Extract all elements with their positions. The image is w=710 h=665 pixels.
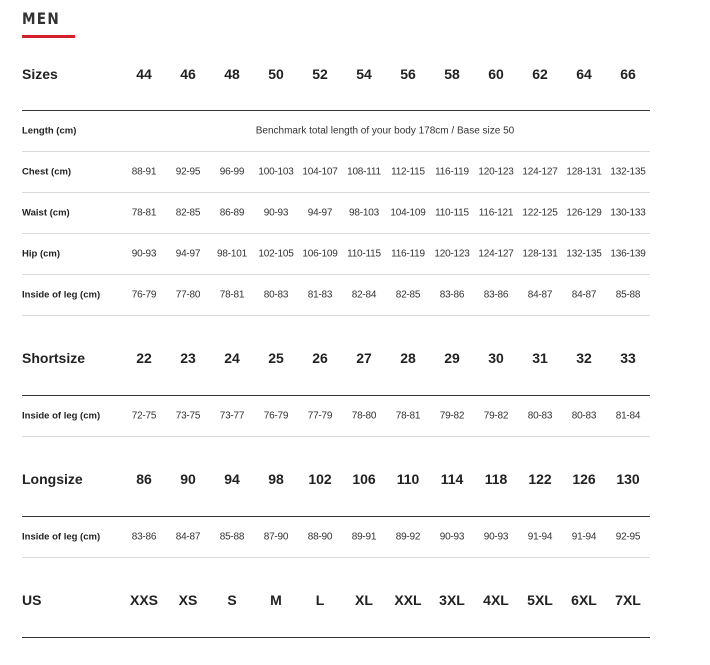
inside-leg-row-cell: 81-83 [307, 289, 333, 301]
chest-row-cell: 128-131 [566, 166, 602, 178]
hip-row-cell: 94-97 [175, 248, 201, 260]
us-row-cell: XL [355, 592, 373, 608]
waist-row-cell: 82-85 [175, 207, 201, 219]
waist-row-cell: 78-81 [131, 207, 157, 219]
longsize-row-cell: 86 [136, 471, 152, 487]
longsize-row-cell: 114 [440, 471, 464, 487]
section-title: MEN [22, 9, 61, 28]
waist-row-cell: 126-129 [566, 207, 602, 219]
row-divider [22, 233, 650, 234]
chest-row-cell: 116-119 [435, 166, 469, 178]
row-divider [22, 315, 650, 316]
us-row-cell: 4XL [483, 592, 509, 608]
chest-row-cell: 120-123 [478, 166, 514, 178]
chest-row-cell: 96-99 [219, 166, 245, 178]
longsize-row-cell: 98 [268, 471, 284, 487]
sizes-row-cell: 60 [488, 66, 504, 82]
hip-row-cell: 90-93 [131, 248, 157, 260]
inside-leg-row-cell: 84-87 [571, 289, 597, 301]
shortsize-leg-row-cell: 78-81 [395, 410, 421, 422]
waist-row-cell: 86-89 [219, 207, 245, 219]
shortsize-leg-row-cell: 77-79 [307, 410, 333, 422]
hip-row-cell: 98-101 [217, 248, 247, 260]
inside-leg-row-cell: 83-86 [483, 289, 509, 301]
longsize-leg-row-cell: 91-94 [527, 531, 553, 543]
shortsize-row-cell: 30 [488, 350, 504, 366]
us-row-cell: XXS [129, 592, 158, 608]
waist-row-cell: 116-121 [478, 207, 514, 219]
shortsize-leg-row-cell: 76-79 [263, 410, 289, 422]
shortsize-leg-row-label: Inside of leg (cm) [22, 410, 101, 422]
us-row-cell: 3XL [439, 592, 465, 608]
sizes-row-cell: 66 [620, 66, 636, 82]
hip-row-cell: 116-119 [391, 248, 425, 260]
shortsize-leg-row-cell: 72-75 [131, 410, 157, 422]
longsize-leg-row-cell: 90-93 [483, 531, 509, 543]
chest-row-cell: 112-115 [391, 166, 425, 178]
inside-leg-row-cell: 78-81 [219, 289, 245, 301]
shortsize-row-label: Shortsize [22, 350, 86, 366]
sizes-row-cell: 64 [576, 66, 592, 82]
inside-leg-row-cell: 76-79 [131, 289, 157, 301]
chest-row-cell: 124-127 [522, 166, 558, 178]
chest-row [0, 152, 710, 192]
shortsize-row-cell: 24 [224, 350, 240, 366]
shortsize-row-cell: 28 [400, 350, 416, 366]
hip-row-cell: 120-123 [434, 248, 470, 260]
sizes-row-cell: 50 [268, 66, 284, 82]
shortsize-row-cell: 31 [532, 350, 548, 366]
hip-row-cell: 132-135 [566, 248, 602, 260]
hip-row-cell: 102-105 [258, 248, 294, 260]
row-divider [22, 395, 650, 396]
hip-row-cell: 110-115 [347, 248, 381, 260]
longsize-leg-row-cell: 91-94 [571, 531, 597, 543]
row-divider [22, 274, 650, 275]
shortsize-leg-row-cell: 79-82 [483, 410, 509, 422]
longsize-leg-row [0, 517, 710, 557]
sizes-row-cell: 62 [532, 66, 548, 82]
hip-row-label: Hip (cm) [22, 248, 60, 260]
shortsize-leg-row-cell: 79-82 [439, 410, 465, 422]
waist-row-cell: 110-115 [435, 207, 469, 219]
waist-row-cell: 130-133 [610, 207, 646, 219]
row-divider [22, 436, 650, 437]
sizes-row-cell: 58 [444, 66, 460, 82]
row-divider [22, 192, 650, 193]
sizes-row-cell: 54 [356, 66, 372, 82]
shortsize-leg-row-cell: 78-80 [351, 410, 377, 422]
us-row-cell: M [270, 592, 282, 608]
waist-row-label: Waist (cm) [22, 207, 70, 219]
sizes-row-cell: 56 [400, 66, 416, 82]
hip-row-cell: 106-109 [302, 248, 338, 260]
row-divider [22, 151, 650, 152]
us-row-label: US [22, 592, 42, 608]
inside-leg-row-cell: 80-83 [263, 289, 289, 301]
us-row [0, 582, 710, 618]
shortsize-row-cell: 32 [576, 350, 592, 366]
us-row-cell: S [227, 592, 237, 608]
us-row-cell: L [315, 592, 325, 608]
chest-row-label: Chest (cm) [22, 166, 72, 178]
shortsize-row-cell: 29 [444, 350, 460, 366]
inside-leg-row-cell: 82-85 [395, 289, 421, 301]
inside-leg-row [0, 275, 710, 315]
longsize-leg-row-cell: 87-90 [263, 531, 289, 543]
us-row-cell: 5XL [527, 592, 553, 608]
shortsize-row-cell: 26 [312, 350, 328, 366]
sizes-row [0, 56, 710, 92]
chest-row-cell: 132-135 [610, 166, 646, 178]
longsize-row-label: Longsize [22, 471, 83, 487]
inside-leg-row-cell: 85-88 [615, 289, 641, 301]
sizes-row-cell: 46 [180, 66, 196, 82]
longsize-leg-row-cell: 84-87 [175, 531, 201, 543]
sizes-row-label: Sizes [22, 66, 58, 82]
hip-row-cell: 128-131 [522, 248, 558, 260]
longsize-row [0, 461, 710, 497]
longsize-row-cell: 126 [572, 471, 596, 487]
longsize-row-cell: 90 [180, 471, 196, 487]
longsize-leg-row-cell: 92-95 [615, 531, 641, 543]
longsize-leg-row-cell: 90-93 [439, 531, 465, 543]
title-underline [22, 35, 75, 38]
chest-row-cell: 100-103 [258, 166, 294, 178]
longsize-row-cell: 118 [484, 471, 508, 487]
shortsize-row [0, 340, 710, 376]
length-benchmark-note: Benchmark total length of your body 178cm / Base size 50 [255, 125, 515, 137]
longsize-leg-row-cell: 89-92 [395, 531, 421, 543]
shortsize-row-cell: 25 [268, 350, 284, 366]
shortsize-leg-row-cell: 81-84 [615, 410, 641, 422]
inside-leg-row-label: Inside of leg (cm) [22, 289, 101, 301]
inside-leg-row-cell: 83-86 [439, 289, 465, 301]
shortsize-leg-row-cell: 73-75 [175, 410, 201, 422]
waist-row-cell: 90-93 [263, 207, 289, 219]
longsize-row-cell: 94 [224, 471, 240, 487]
hip-row [0, 234, 710, 274]
inside-leg-row-cell: 84-87 [527, 289, 553, 301]
inside-leg-row-cell: 82-84 [351, 289, 377, 301]
longsize-row-cell: 122 [528, 471, 552, 487]
chest-row-cell: 108-111 [347, 166, 381, 178]
hip-row-cell: 124-127 [478, 248, 514, 260]
chest-row-cell: 92-95 [175, 166, 201, 178]
us-row-cell: XS [178, 592, 198, 608]
shortsize-leg-row-cell: 80-83 [571, 410, 597, 422]
shortsize-row-cell: 22 [136, 350, 152, 366]
row-divider [22, 637, 650, 638]
sizes-row-cell: 48 [224, 66, 240, 82]
shortsize-row-cell: 27 [356, 350, 372, 366]
hip-row-cell: 136-139 [610, 248, 646, 260]
shortsize-leg-row-cell: 73-77 [219, 410, 245, 422]
longsize-row-cell: 110 [396, 471, 420, 487]
waist-row-cell: 98-103 [349, 207, 379, 219]
longsize-leg-row-cell: 83-86 [131, 531, 157, 543]
shortsize-leg-row-cell: 80-83 [527, 410, 553, 422]
waist-row [0, 193, 710, 233]
us-row-cell: XXL [394, 592, 422, 608]
shortsize-leg-row [0, 396, 710, 436]
longsize-leg-row-cell: 85-88 [219, 531, 245, 543]
chest-row-cell: 104-107 [302, 166, 338, 178]
shortsize-row-cell: 33 [620, 350, 636, 366]
chest-row-cell: 88-91 [131, 166, 157, 178]
waist-row-cell: 104-109 [390, 207, 426, 219]
shortsize-row-cell: 23 [180, 350, 196, 366]
row-divider [22, 516, 650, 517]
sizes-row-cell: 52 [312, 66, 328, 82]
waist-row-cell: 94-97 [307, 207, 333, 219]
longsize-row-cell: 102 [308, 471, 332, 487]
longsize-leg-row-label: Inside of leg (cm) [22, 531, 101, 543]
longsize-row-cell: 130 [616, 471, 640, 487]
longsize-leg-row-cell: 88-90 [307, 531, 333, 543]
length-row [0, 111, 710, 151]
row-divider [22, 110, 650, 111]
us-row-cell: 7XL [615, 592, 641, 608]
row-divider [22, 557, 650, 558]
us-row-cell: 6XL [571, 592, 597, 608]
longsize-row-cell: 106 [352, 471, 376, 487]
longsize-leg-row-cell: 89-91 [351, 531, 377, 543]
inside-leg-row-cell: 77-80 [175, 289, 201, 301]
sizes-row-cell: 44 [136, 66, 152, 82]
length-row-label: Length (cm) [22, 125, 77, 137]
waist-row-cell: 122-125 [522, 207, 558, 219]
